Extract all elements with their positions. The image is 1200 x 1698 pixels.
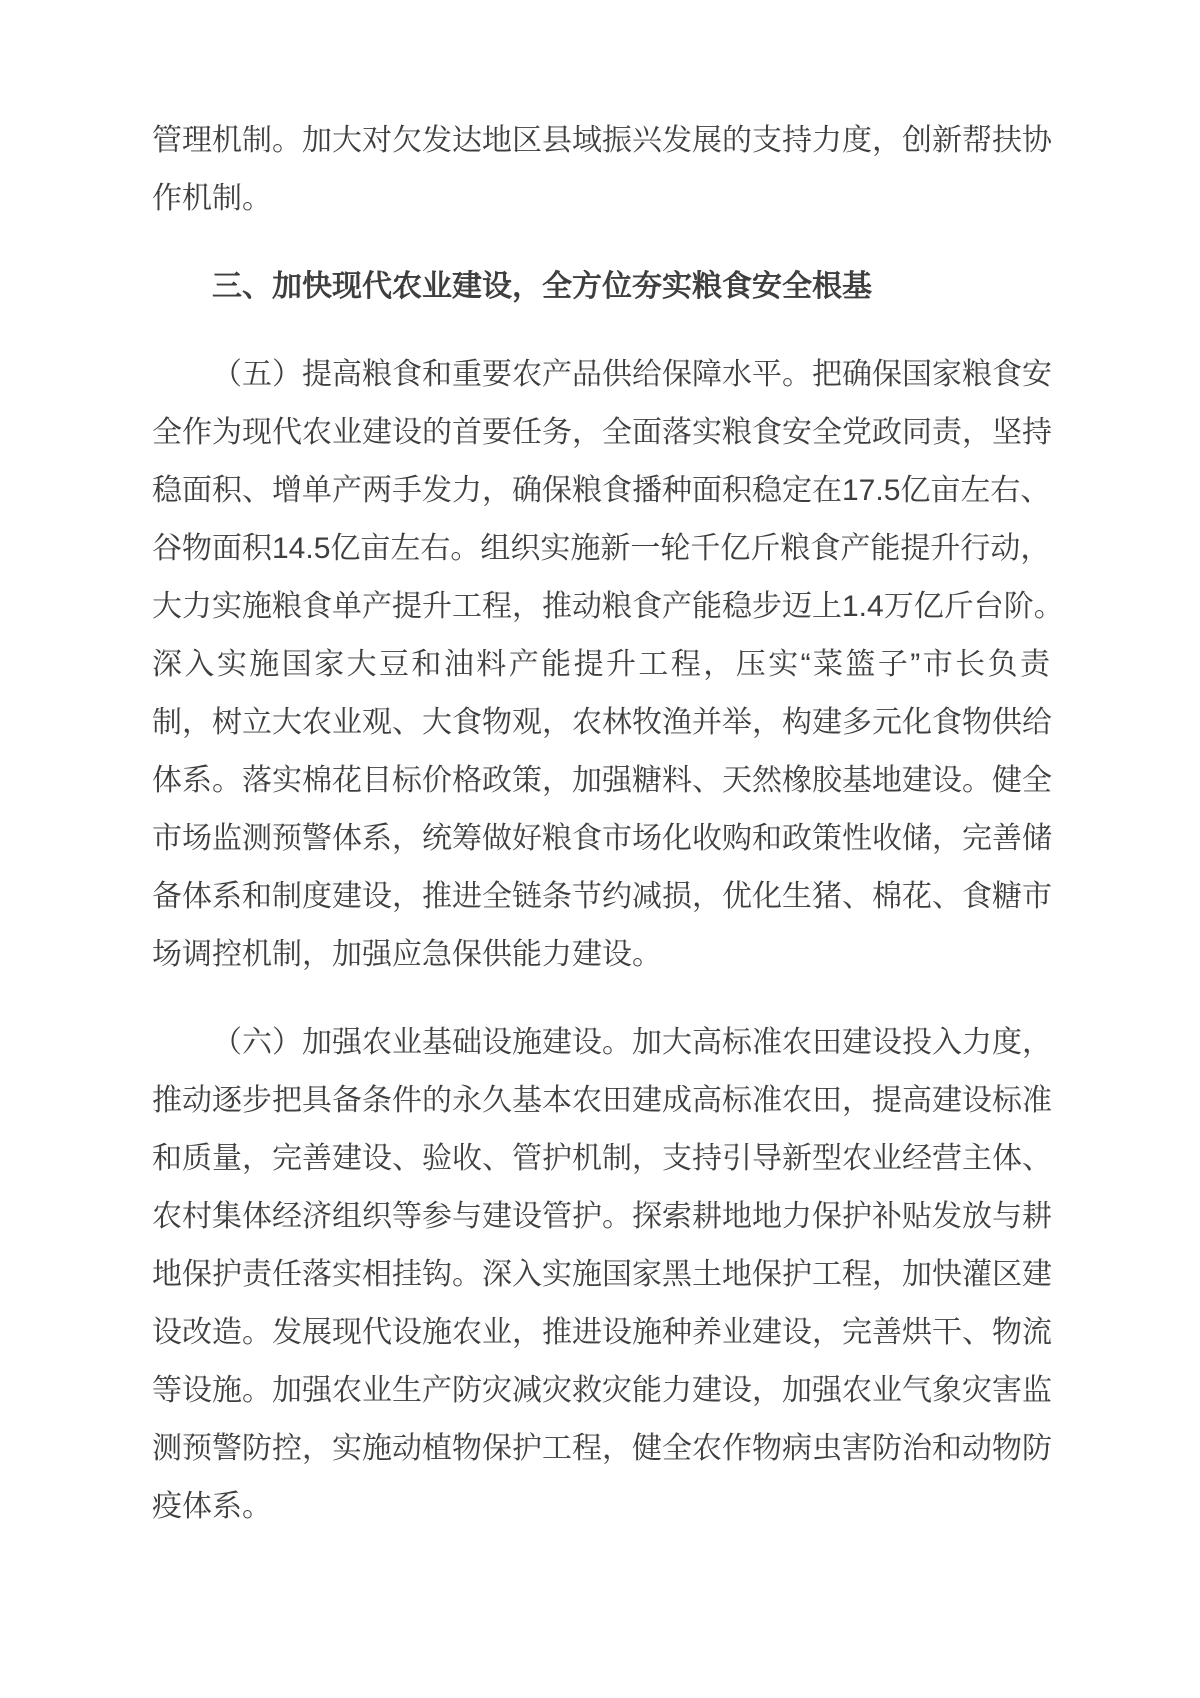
text-line: 制，树立大农业观、大食物观，农林牧渔并举，构建多元化食物供给 bbox=[152, 706, 1052, 739]
text-line: 等设施。加强农业生产防灾减灾救灾能力建设，加强农业气象灾害监 bbox=[152, 1374, 1052, 1407]
text-line: 备体系和制度建设，推进全链条节约减损，优化生猪、棉花、食糖市 bbox=[152, 880, 1052, 913]
text-line: （五）提高粮食和重要农产品供给保障水平。把确保国家粮食安 bbox=[212, 358, 1052, 391]
text-line: 体系。落实棉花目标价格政策，加强糖料、天然橡胶基地建设。健全 bbox=[152, 764, 1052, 797]
heading-text: 三、加快现代农业建设，全方位夯实粮食安全根基 bbox=[212, 270, 872, 303]
paragraph bbox=[152, 112, 1050, 228]
text-line: 市场监测预警体系，统筹做好粮食市场化收购和政策性收储，完善储 bbox=[152, 822, 1052, 855]
paragraph bbox=[152, 1014, 1050, 1536]
text-line: 测预警防控，实施动植物保护工程，健全农作物病虫害防治和动物防 bbox=[152, 1432, 1052, 1465]
text-line: （六）加强农业基础设施建设。加大高标准农田建设投入力度， bbox=[212, 1026, 1052, 1059]
text-line: 作机制。 bbox=[152, 182, 272, 215]
text-line: 推动逐步把具备条件的永久基本农田建成高标准农田，提高建设标准 bbox=[152, 1084, 1052, 1117]
section-heading bbox=[152, 258, 1050, 316]
text-line: 大力实施粮食单产提升工程，推动粮食产能稳步迈上1.4万亿斤台阶。 bbox=[152, 590, 1064, 623]
text-line: 全作为现代农业建设的首要任务，全面落实粮食安全党政同责，坚持 bbox=[152, 416, 1052, 449]
paragraph bbox=[152, 346, 1064, 984]
text-line: 场调控机制，加强应急保供能力建设。 bbox=[152, 938, 662, 971]
text-line: 和质量，完善建设、验收、管护机制，支持引导新型农业经营主体、 bbox=[152, 1142, 1052, 1175]
text-line: 谷物面积14.5亿亩左右。组织实施新一轮千亿斤粮食产能提升行动， bbox=[152, 532, 1051, 565]
text-line: 稳面积、增单产两手发力，确保粮食播种面积稳定在17.5亿亩左右、 bbox=[152, 474, 1051, 507]
text-line: 农村集体经济组织等参与建设管护。探索耕地地力保护补贴发放与耕 bbox=[152, 1200, 1052, 1233]
text-line: 疫体系。 bbox=[152, 1490, 272, 1523]
text-line: 管理机制。加大对欠发达地区县域振兴发展的支持力度，创新帮扶协 bbox=[152, 124, 1052, 157]
text-line: 深入实施国家大豆和油料产能提升工程，压实“菜篮子”市长负责 bbox=[152, 648, 1050, 681]
text-line: 地保护责任落实相挂钩。深入实施国家黑土地保护工程，加快灌区建 bbox=[152, 1258, 1052, 1291]
text-line: 设改造。发展现代设施农业，推进设施种养业建设，完善烘干、物流 bbox=[152, 1316, 1052, 1349]
